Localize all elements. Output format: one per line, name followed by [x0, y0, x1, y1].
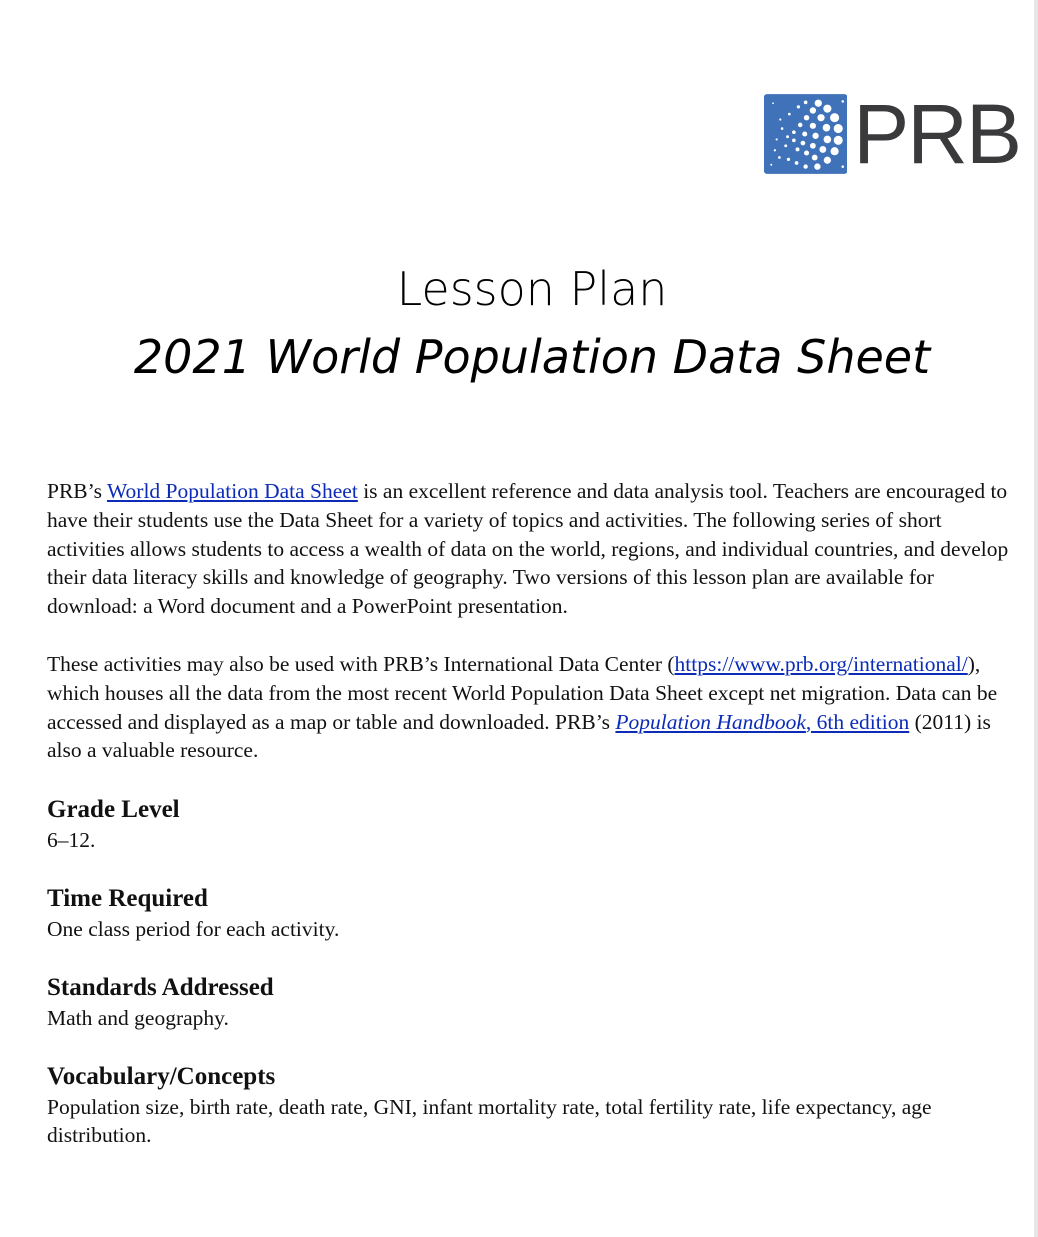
intro-p2-middle: ), which houses all the data from the most recent World Population Data Sheet except net migration. Data can be accessed and displayed as a map or table and downloaded. PRB’s — [47, 651, 998, 734]
time-required-text: One class period for each activity. — [47, 916, 340, 941]
page-title: Lesson Plan — [396, 262, 668, 316]
population-handbook-link[interactable] — [615, 710, 909, 734]
globe-dots-icon — [764, 90, 847, 178]
intro-p1-prefix: PRB’s — [47, 479, 107, 503]
intro-p2-suffix: (2011) is also a valuable resource. — [47, 709, 991, 763]
page-edge — [1034, 0, 1038, 1237]
intro-p1-text: is an excellent reference and data analysis tool. Teachers are encouraged to have their students use the Data Sheet for a variety of topics and activities. The following series of short activities allows students to access a wealth of data on the world, regions, and individual countries, and develop their data literacy skills and knowledge of geography. Two versions of this lesson plan are available for download: a Word document and a PowerPoint presentation. — [47, 479, 1009, 619]
title-block — [0, 256, 1038, 392]
prb-logo — [764, 87, 1020, 181]
intro-p2-prefix: These activities may also be used with PRB’s International Data Center ( — [47, 651, 675, 676]
logo-wordmark: PRB — [853, 87, 1020, 181]
intro-paragraph-1 — [47, 477, 1022, 621]
world-population-data-sheet-link[interactable]: World Population Data Sheet — [106, 479, 358, 503]
international-data-center-link[interactable]: https://www.prb.org/international/ — [674, 651, 968, 676]
standards-addressed-text: Math and geography. — [47, 1005, 229, 1030]
vocabulary-concepts-text: Population size, birth rate, death rate, GNI, infant mortality rate, total fertility rate, life expectancy, age distribution. — [47, 1094, 932, 1148]
population-handbook-edition: , 6th edition — [805, 709, 910, 734]
page-subtitle: 2021 World Population Data Sheet — [133, 330, 931, 384]
intro-paragraph-2 — [47, 650, 1022, 765]
vocabulary-concepts-heading: Vocabulary/Concepts — [47, 1062, 276, 1090]
standards-addressed-heading: Standards Addressed — [47, 973, 274, 1001]
grade-level-heading: Grade Level — [47, 796, 180, 824]
document-body — [47, 477, 1022, 1178]
population-handbook-title: Population Handbook — [615, 709, 806, 734]
time-required-heading: Time Required — [47, 884, 208, 912]
grade-level-text: 6–12. — [47, 828, 96, 853]
